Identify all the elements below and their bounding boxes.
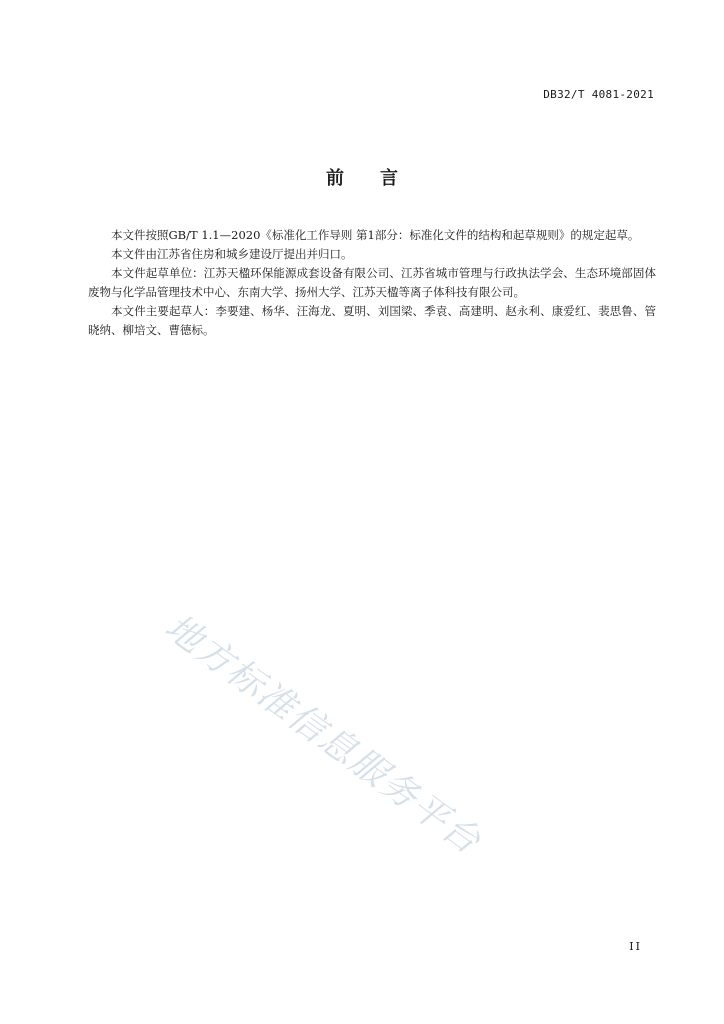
document-code: DB32/T 4081-2021	[543, 88, 654, 101]
paragraph-proposer: 本文件由江苏省住房和城乡建设厅提出并归口。	[111, 247, 353, 261]
paragraph-drafting-rules: 本文件按照GB/T 1.1—2020《标准化工作导则 第1部分：标准化文件的结构和起草规则》的规定起草。	[111, 228, 640, 242]
watermark: 地方标准信息服务平台	[157, 606, 489, 864]
paragraph-drafting-units: 本文件起草单位：江苏天楹环保能源成套设备有限公司、江苏省城市管理与行政执法学会、生态环境部固体废物与化学品管理技术中心、东南大学、扬州大学、江苏天楹等离子体科技有限公司。	[88, 266, 656, 299]
section-title: 前言	[326, 168, 434, 189]
page-number: II	[629, 940, 642, 953]
foreword-body	[88, 226, 656, 340]
paragraph-drafters: 本文件主要起草人：李要建、杨华、汪海龙、夏明、刘国梁、季袁、高建明、赵永利、康爱红、裴思鲁、管晓纳、柳培文、曹德标。	[88, 304, 656, 337]
